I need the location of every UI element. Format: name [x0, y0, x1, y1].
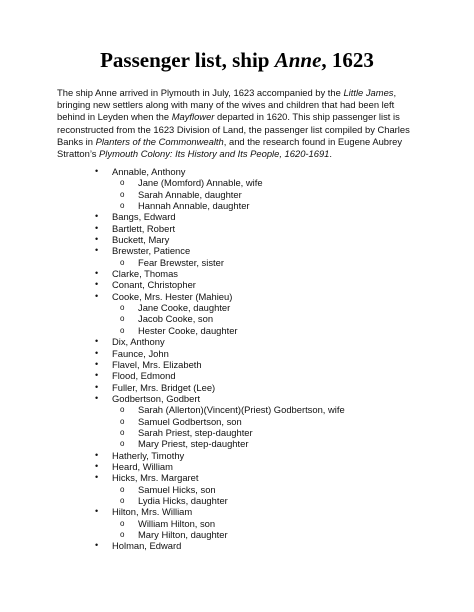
intro-text: . — [329, 148, 332, 160]
intro-italic-text: Planters of the Commonwealth — [95, 135, 224, 147]
family-member-entry: o Sarah Priest, step-daughter — [0, 427, 474, 438]
family-member-entry: o Hester Cooke, daughter — [0, 325, 474, 336]
passenger-entry: • Hatherly, Timothy — [0, 450, 474, 461]
passenger-entry: • Godbertson, Godbert — [0, 393, 474, 404]
passenger-entry: • Bangs, Edward — [0, 211, 474, 222]
passenger-entry: • Brewster, Patience — [0, 245, 474, 256]
passenger-entry: • Dix, Anthony — [0, 336, 474, 347]
family-member-entry: o Mary Priest, step-daughter — [0, 438, 474, 449]
passenger-entry: • Cooke, Mrs. Hester (Mahieu) — [0, 291, 474, 302]
passenger-entry: • Fuller, Mrs. Bridget (Lee) — [0, 382, 474, 393]
intro-text: departed in 1620. This ship passenger list is reconstructed from the 1623 Division of Land, the passenger list compiled by Charles Banks in — [57, 111, 410, 147]
family-member-entry: o Sarah Annable, daughter — [0, 189, 474, 200]
passenger-entry: • Faunce, John — [0, 348, 474, 359]
family-member-entry: o Fear Brewster, sister — [0, 257, 474, 268]
family-member-entry: o Jane (Momford) Annable, wife — [0, 177, 474, 188]
intro-text: The ship Anne arrived in Plymouth in July, 1623 accompanied by the — [57, 87, 344, 98]
family-member-entry: o Mary Hilton, daughter — [0, 529, 474, 540]
passenger-entry: • Conant, Christopher — [0, 279, 474, 290]
family-member-entry: o Jacob Cooke, son — [0, 313, 474, 324]
family-member-entry: o Jane Cooke, daughter — [0, 302, 474, 313]
intro-text: , bringing new settlers along with many of the wives and children that had been left behind in Leyden when the — [57, 87, 397, 123]
passenger-entry: • Hicks, Mrs. Margaret — [0, 472, 474, 483]
title-prefix: Passenger list, ship — [100, 48, 275, 72]
passenger-entry: • Flood, Edmond — [0, 370, 474, 381]
family-member-entry: o Samuel Hicks, son — [0, 484, 474, 495]
title-suffix: , 1623 — [321, 48, 374, 72]
passenger-entry: • Flavel, Mrs. Elizabeth — [0, 359, 474, 370]
family-member-entry: o Samuel Godbertson, son — [0, 416, 474, 427]
passenger-entry: • Buckett, Mary — [0, 234, 474, 245]
family-member-entry: o Hannah Annable, daughter — [0, 200, 474, 211]
family-member-entry: o William Hilton, son — [0, 518, 474, 529]
passenger-entry: • Annable, Anthony — [0, 166, 474, 177]
passenger-list — [0, 166, 474, 552]
passenger-entry: • Heard, William — [0, 461, 474, 472]
family-member-entry: o Sarah (Allerton)(Vincent)(Priest) Godbertson, wife — [0, 404, 474, 415]
passenger-entry: • Bartlett, Robert — [0, 223, 474, 234]
intro-italic-text: Little James — [343, 87, 394, 98]
intro-text: , and the research found in Eugene Aubrey Stratton’s — [57, 135, 403, 160]
page-title — [0, 47, 474, 73]
title-ship-name: Anne — [274, 48, 322, 72]
intro-paragraph — [57, 87, 419, 160]
intro-italic-text: Mayflower — [171, 111, 215, 123]
passenger-entry: • Hilton, Mrs. William — [0, 506, 474, 517]
passenger-entry: • Holman, Edward — [0, 540, 474, 551]
intro-italic-text: Plymouth Colony: Its History and Its People, 1620-1691 — [99, 148, 330, 160]
passenger-entry: • Clarke, Thomas — [0, 268, 474, 279]
family-member-entry: o Lydia Hicks, daughter — [0, 495, 474, 506]
